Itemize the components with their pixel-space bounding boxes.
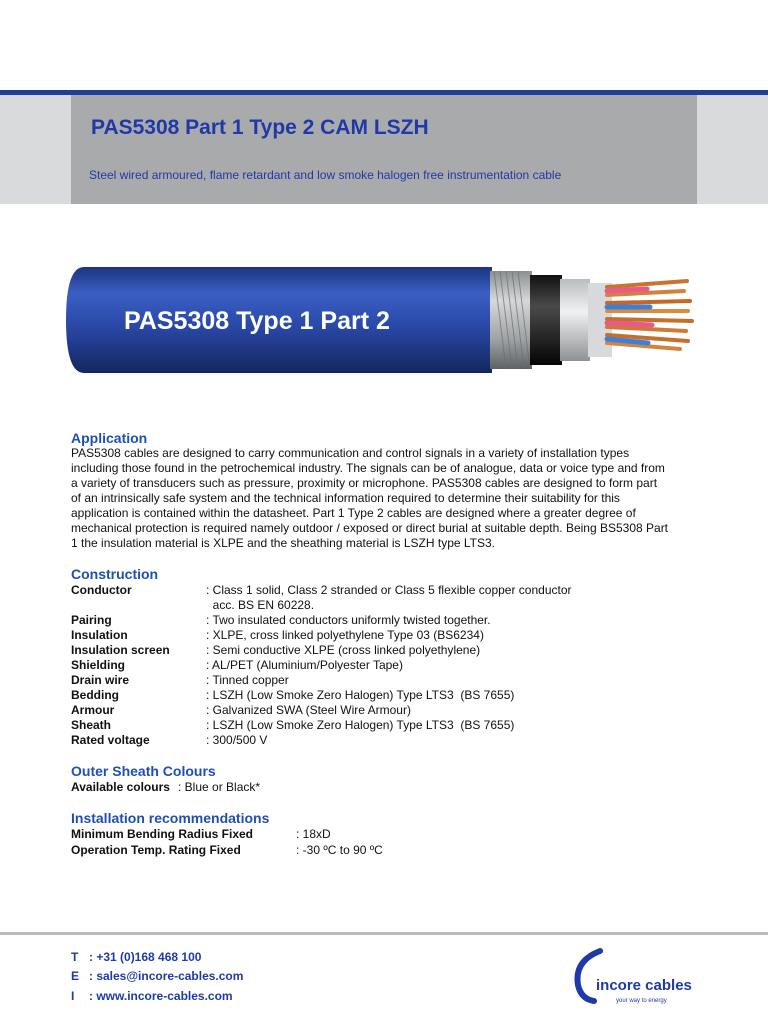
spec-label: Minimum Bending Radius Fixed: [71, 827, 254, 841]
spec-row-rated-voltage: [71, 733, 711, 748]
logo-tagline: your way to energy: [616, 998, 667, 1004]
cable-bedding: [530, 275, 562, 365]
application-line: including those found in the petrochemical industry. The signals can be of analogue, data or voice type and from: [71, 461, 665, 475]
spec-label: Bedding: [71, 688, 119, 702]
spec-value: : Galvanized SWA (Steel Wire Armour): [206, 703, 411, 717]
spec-value: : Class 1 solid, Class 2 stranded or Class 5 flexible copper conductor: [206, 583, 572, 597]
contact-email-value[interactable]: : sales@incore-cables.com: [89, 969, 244, 983]
spec-value: : 300/500 V: [206, 733, 268, 747]
spec-row-shielding: [71, 658, 711, 673]
spec-label: Pairing: [71, 613, 112, 627]
logo-brand: incore cables: [596, 977, 692, 994]
spec-value: : XLPE, cross linked polyethylene Type 03 (BS6234): [206, 628, 484, 642]
spec-label: Drain wire: [71, 673, 130, 687]
spec-label: Sheath: [71, 718, 112, 732]
spec-value: acc. BS EN 60228.: [206, 598, 315, 612]
application-line: mechanical protection is required namely outdoor / exposed or direct burial at suitable depth. Being BS5308 Part: [71, 521, 669, 535]
incore-cables-logo: [572, 945, 712, 1005]
spec-value: : 18xD: [296, 827, 331, 841]
document-title: PAS5308 Part 1 Type 2 CAM LSZH: [91, 116, 429, 139]
spec-row-drain-wire: [71, 673, 711, 688]
spec-row-temp-rating: [71, 843, 711, 858]
spec-row-sheath: [71, 718, 711, 733]
application-line: of an intrinsically safe system and the technical information required to determine their suitability for this: [71, 491, 620, 505]
spec-value: : Tinned copper: [206, 673, 289, 687]
spec-label: Insulation: [71, 628, 128, 642]
document-subtitle: Steel wired armoured, flame retardant and low smoke halogen free instrumentation cable: [89, 168, 562, 182]
application-line: PAS5308 cables are designed to carry communication and control signals in a variety of installation types: [71, 446, 630, 460]
cable-shield: [560, 279, 590, 361]
header-box: [71, 95, 697, 204]
contact-key: E: [71, 969, 80, 983]
spec-row-bedding: [71, 688, 711, 703]
footer-rule: [0, 932, 768, 935]
spec-value: : LSZH (Low Smoke Zero Halogen) Type LTS3 (BS 7655): [206, 688, 515, 702]
application-line: a variety of transducers such as pressure, proximity or microphone. PAS5308 cables are designed to form part: [71, 476, 658, 490]
spec-label: Rated voltage: [71, 733, 150, 747]
spec-row-pairing: [71, 613, 711, 628]
spec-label: Conductor: [71, 583, 132, 597]
spec-label: Insulation screen: [71, 643, 170, 657]
spec-value: : -30 ºC to 90 ºC: [296, 843, 383, 857]
spec-row-conductor-cont: [71, 598, 711, 613]
application-line: 1 the insulation material is XLPE and the sheathing material is LSZH type LTS3.: [71, 536, 496, 550]
contact-phone: [71, 950, 201, 964]
contact-web-value[interactable]: : www.incore-cables.com: [89, 989, 233, 1003]
contact-email: [71, 969, 243, 983]
spec-value: : Blue or Black*: [178, 780, 261, 794]
construction-heading: Construction: [71, 566, 159, 582]
application-line: application is contained within the datasheet. Part 1 Type 2 cables are designed where a greater degree of: [71, 506, 636, 520]
spec-value: : LSZH (Low Smoke Zero Halogen) Type LTS3 (BS 7655): [206, 718, 515, 732]
spec-value: : Semi conductive XLPE (cross linked polyethylene): [206, 643, 481, 657]
cable-illustration: [62, 245, 702, 395]
spec-label: Shielding: [71, 658, 125, 672]
spec-label: Armour: [71, 703, 115, 717]
cable-label: PAS5308 Type 1 Part 2: [124, 307, 390, 335]
application-heading: Application: [71, 430, 148, 446]
outer-sheath-heading: Outer Sheath Colours: [71, 763, 216, 779]
installation-heading: Installation recommendations: [71, 810, 270, 826]
spec-row-insulation-screen: [71, 643, 711, 658]
contact-web: [71, 989, 233, 1003]
spec-label: Available colours: [71, 780, 170, 794]
contact-phone-value: : +31 (0)168 468 100: [89, 950, 202, 964]
spec-row-conductor: [71, 583, 711, 598]
contact-key: T: [71, 950, 79, 964]
spec-value: : Two insulated conductors uniformly twisted together.: [206, 613, 491, 627]
spec-row-insulation: [71, 628, 711, 643]
application-paragraph: [71, 446, 711, 551]
spec-row-armour: [71, 703, 711, 718]
contact-key: I: [71, 989, 75, 1003]
spec-value: : AL/PET (Aluminium/Polyester Tape): [206, 658, 403, 672]
spec-row-bending-radius: [71, 827, 711, 842]
spec-row-available-colours: [71, 780, 711, 795]
spec-label: Operation Temp. Rating Fixed: [71, 843, 241, 857]
